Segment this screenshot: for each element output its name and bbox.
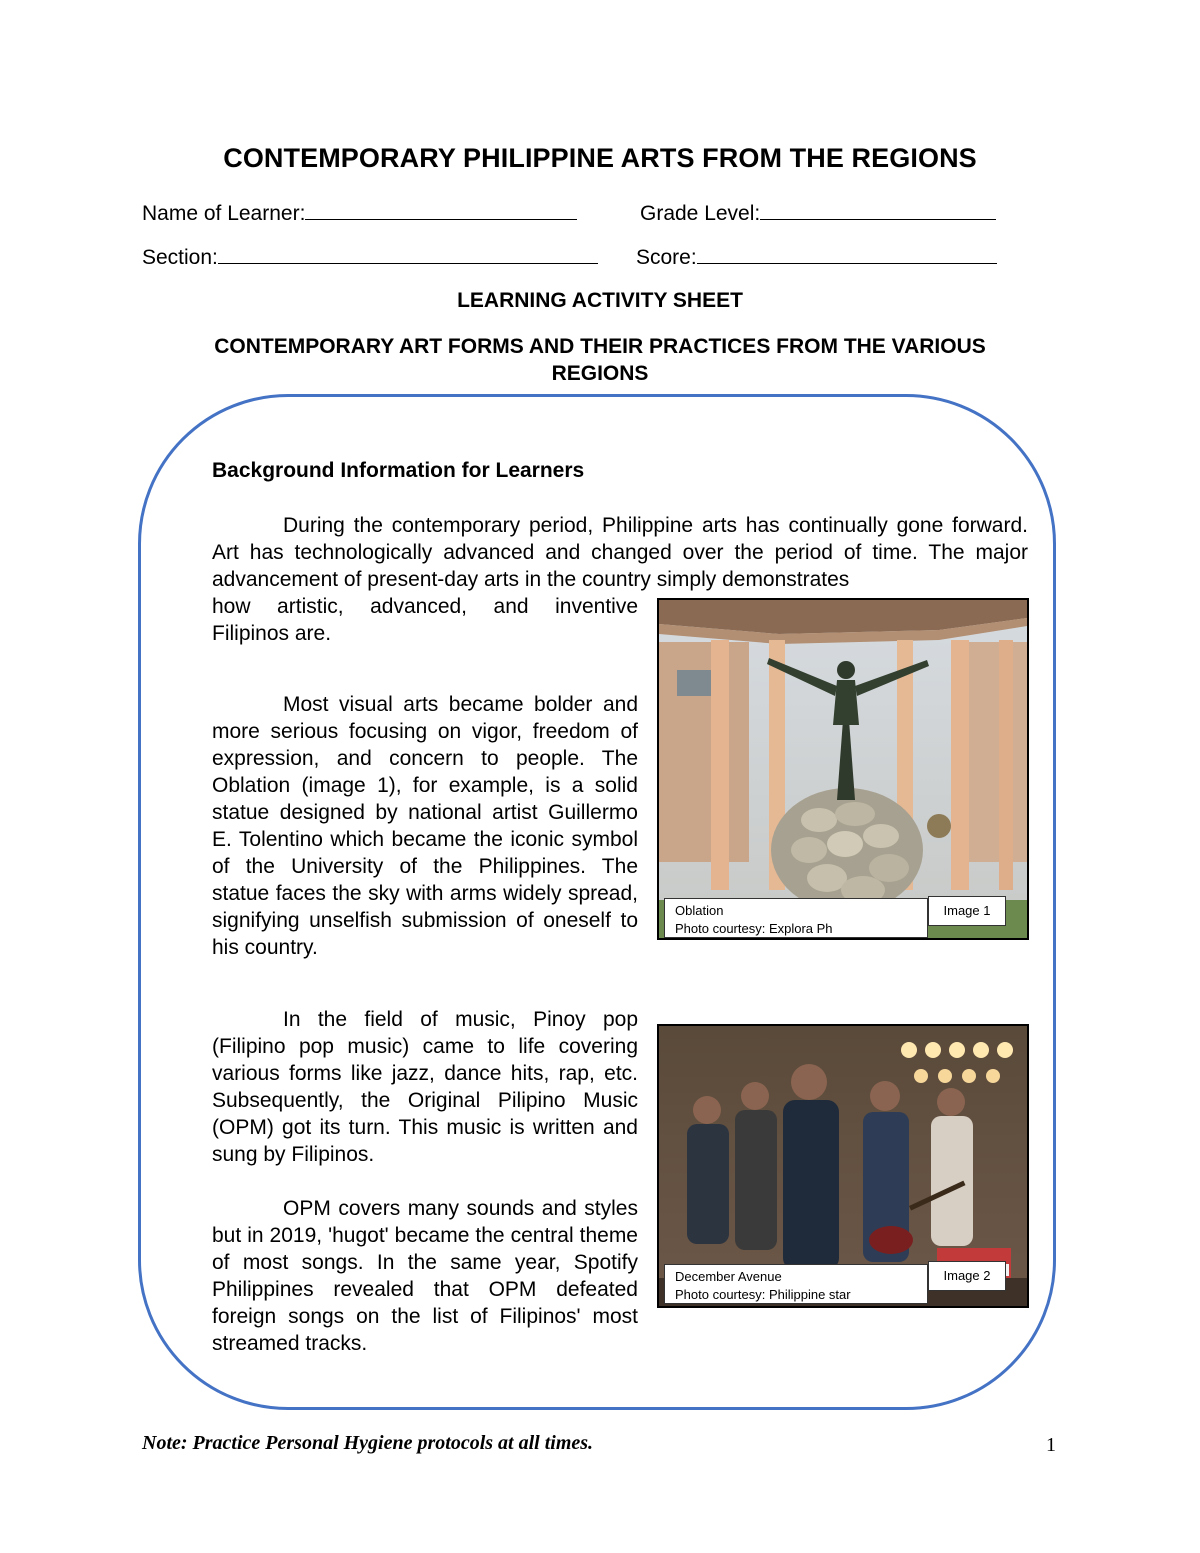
image-2-caption — [664, 1264, 928, 1304]
paragraph-1-rest: how artistic, advanced, and inventive Filipinos are. — [212, 595, 638, 645]
score-field[interactable] — [636, 243, 997, 270]
footer-note: Note: Practice Personal Hygiene protocols at all times. — [142, 1432, 594, 1454]
page-title: CONTEMPORARY PHILIPPINE ARTS FROM THE REGIONS — [223, 143, 977, 173]
name-of-learner-label: Name of Learner: — [142, 202, 306, 225]
paragraph-2-text: Most visual arts became bolder and more serious focusing on vigor, freedom of expression, and concern to people. The Oblation (image 1), for example, is a solid statue designed by national artist Guillermo E. Tolentino which became the iconic symbol of the University of the Philippines. The statue faces the sky with arms widely spread, signifying unselfish submission of oneself to his country. — [212, 693, 638, 959]
paragraph-1-text: During the contemporary period, Philippine arts has continually gone forward. Art has technologically advanced and changed over the period of time. The major advancement of present-day arts in the country simply demonstrates — [212, 514, 1028, 591]
oblation-photo — [657, 598, 1029, 940]
section-label: Section: — [142, 246, 218, 269]
name-of-learner-line[interactable] — [305, 199, 577, 220]
image-1-tag: Image 1 — [928, 896, 1006, 926]
paragraph-2 — [212, 691, 638, 961]
paragraph-4 — [212, 1195, 638, 1357]
paragraph-1 — [212, 512, 1028, 593]
section-line[interactable] — [218, 243, 598, 264]
image-2-tag: Image 2 — [928, 1261, 1006, 1291]
image-2-caption-credit: Photo courtesy: Philippine star — [675, 1287, 851, 1302]
paragraph-3-text: In the field of music, Pinoy pop (Filipino pop music) came to life covering various forms like jazz, dance hits, rap, etc. Subsequently, the Original Pilipino Music (OPM) got its turn. This music is written and sung by Filipinos. — [212, 1008, 638, 1166]
background-heading: Background Information for Learners — [212, 459, 585, 482]
sheet-label: LEARNING ACTIVITY SHEET — [457, 289, 743, 312]
image-1-caption-credit: Photo courtesy: Explora Ph — [675, 921, 833, 936]
name-of-learner-field[interactable] — [142, 199, 577, 226]
image-1-caption-title: Oblation — [675, 903, 724, 918]
score-line[interactable] — [697, 243, 997, 264]
subtitle-line-1: CONTEMPORARY ART FORMS AND THEIR PRACTICES FROM THE VARIOUS — [214, 335, 986, 358]
section-field[interactable] — [142, 243, 598, 270]
grade-level-field[interactable] — [640, 199, 996, 226]
score-label: Score: — [636, 246, 697, 269]
paragraph-3 — [212, 1006, 638, 1168]
image-1-caption — [664, 898, 928, 938]
paragraph-4-text: OPM covers many sounds and styles but in 2019, 'hugot' became the central theme of most songs. In the same year, Spotify Philippines revealed that OPM defeated foreign songs on the list of Filipinos' most streamed tracks. — [212, 1197, 638, 1355]
image-2-caption-title: December Avenue — [675, 1269, 782, 1284]
subtitle-line-2: REGIONS — [551, 362, 649, 385]
oblation-illustration — [659, 600, 1027, 938]
page-number: 1 — [1046, 1434, 1056, 1456]
grade-level-label: Grade Level: — [640, 202, 761, 225]
grade-level-line[interactable] — [760, 199, 996, 220]
